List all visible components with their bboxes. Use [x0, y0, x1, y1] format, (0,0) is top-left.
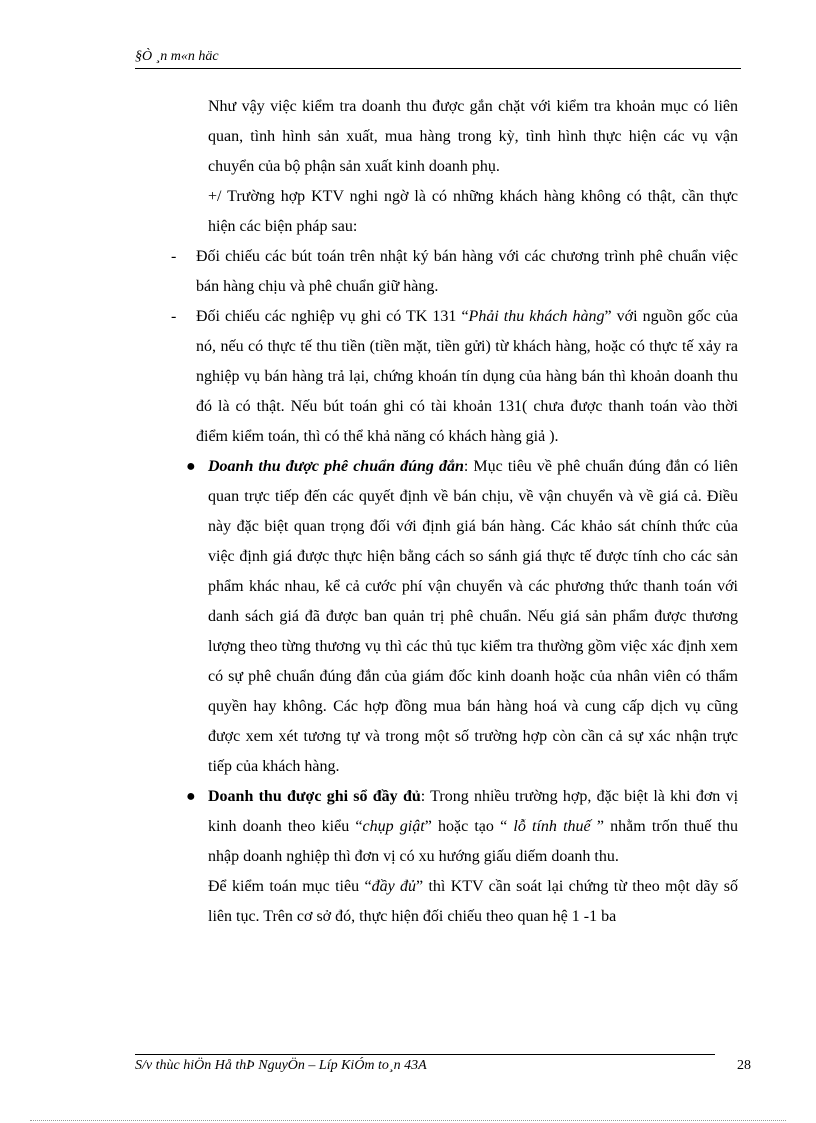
dash-item-2 [171, 302, 738, 452]
bullet-1-lead: Doanh thu được phê chuẩn đúng đắn [208, 458, 464, 475]
paragraph-intro: Như vậy việc kiểm tra doanh thu được gắn chặt với kiểm tra khoản mục có liên quan, tình hình sản xuất, mua hàng trong kỳ, tình hình thực hiện các vụ vận chuyển của bộ phận sản xuất kinh doanh phụ. [208, 98, 738, 175]
bullet-2-text-a: : Trong nhiều trường hợp, đặc biệt là khi đơn vị kinh doanh theo kiểu “ [208, 788, 739, 835]
page-number: 28 [737, 1058, 751, 1073]
dash-marker: - [171, 308, 177, 325]
dash-item-2-italic: Phải thu khách hàng [468, 308, 605, 325]
footer-author: S/v thùc hiÖn Hå thÞ NguyÖn – Líp KiÓm to¸n 43A [135, 1058, 427, 1073]
dash-item-2-text-a: Đối chiếu các nghiệp vụ ghi có TK 131 “ [196, 308, 469, 325]
header-rule [135, 68, 741, 69]
dash-marker: - [171, 248, 177, 265]
bullet-item-approval [186, 452, 739, 782]
body-text [0, 92, 816, 932]
bullet-2-italic-2: lỗ tính thuế [513, 818, 591, 835]
paragraph-last-b: ” thì KTV cần soát lại chứng từ theo một dãy số liên tục. Trên cơ sở đó, thực hiện đối chiếu theo quan hệ 1 -1 ba [208, 878, 738, 925]
dash-item-1 [171, 242, 738, 302]
bullet-2-text-c: ” nhằm trốn thuế thu nhập doanh nghiệp thì đơn vị có xu hướng giấu diếm doanh thu. [208, 818, 739, 865]
footer-rule [135, 1054, 715, 1055]
paragraph-ktv-doubt: +/ Trường hợp KTV nghi ngờ là có những khách hàng không có thật, cần thực hiện các biện pháp sau: [208, 188, 738, 235]
page-header-title: §Ò ¸n m«n häc [135, 49, 219, 64]
bullet-2-text-b: ” hoặc tạo “ [424, 818, 514, 835]
bullet-2-italic-1: chụp giật [362, 818, 425, 835]
bullet-2-lead: Doanh thu được ghi sổ đầy đủ [208, 788, 421, 805]
paragraph-last-a: Để kiểm toán mục tiêu “ [208, 878, 372, 895]
paragraph-last-italic: đầy đủ [371, 878, 417, 895]
page-bottom-border [30, 1120, 786, 1121]
dash-item-2-text-b: ” với nguồn gốc của nó, nếu có thực tế thu tiền (tiền mặt, tiền gửi) từ khách hàng, hoặc có thực tế xảy ra nghiệp vụ bán hàng trả lại, chứng khoán tín dụng của hàng bán thì khoản doanh thu đó là có thật. Nếu bút toán ghi có tài khoản 131( chưa được thanh toán vào thời điểm kiểm toán, thì có thể khả năng có khách hàng giả ). [196, 308, 738, 445]
bullet-1-text: : Mục tiêu về phê chuẩn đúng đắn có liên quan trực tiếp đến các quyết định về bán chịu, về vận chuyển và về giá cả. Điều này đặc biệt quan trọng đối với định giá bán hàng. Các khảo sát chính thức của việc định giá được thực hiện bằng cách so sánh giá thực tế được tính cho các sản phẩm khác nhau, kể cả cước phí vận chuyển và các phương thức thanh toán với danh sách giá đã được ban quản trị phê chuẩn. Nếu giá sản phẩm được thương lượng theo từng thương vụ thì các thủ tục kiểm tra thường gồm việc xác định xem có sự phê chuẩn đúng đắn của giám đốc kinh doanh hoặc của nhân viên có thẩm quyền hay không. Các hợp đồng mua bán hàng hoá và cung cấp dịch vụ cũng được xem xét tương tự và trong một số trường hợp còn cần cả sự xác nhận trực tiếp của khách hàng. [208, 458, 739, 775]
paragraph-completeness-audit [208, 872, 738, 932]
dash-item-1-text: Đối chiếu các bút toán trên nhật ký bán hàng với các chương trình phê chuẩn việc bán hàng chịu và phê chuẩn giữ hàng. [196, 248, 738, 295]
bullet-icon: ● [186, 788, 196, 805]
bullet-icon: ● [186, 458, 196, 475]
bullet-item-completeness [186, 782, 739, 872]
